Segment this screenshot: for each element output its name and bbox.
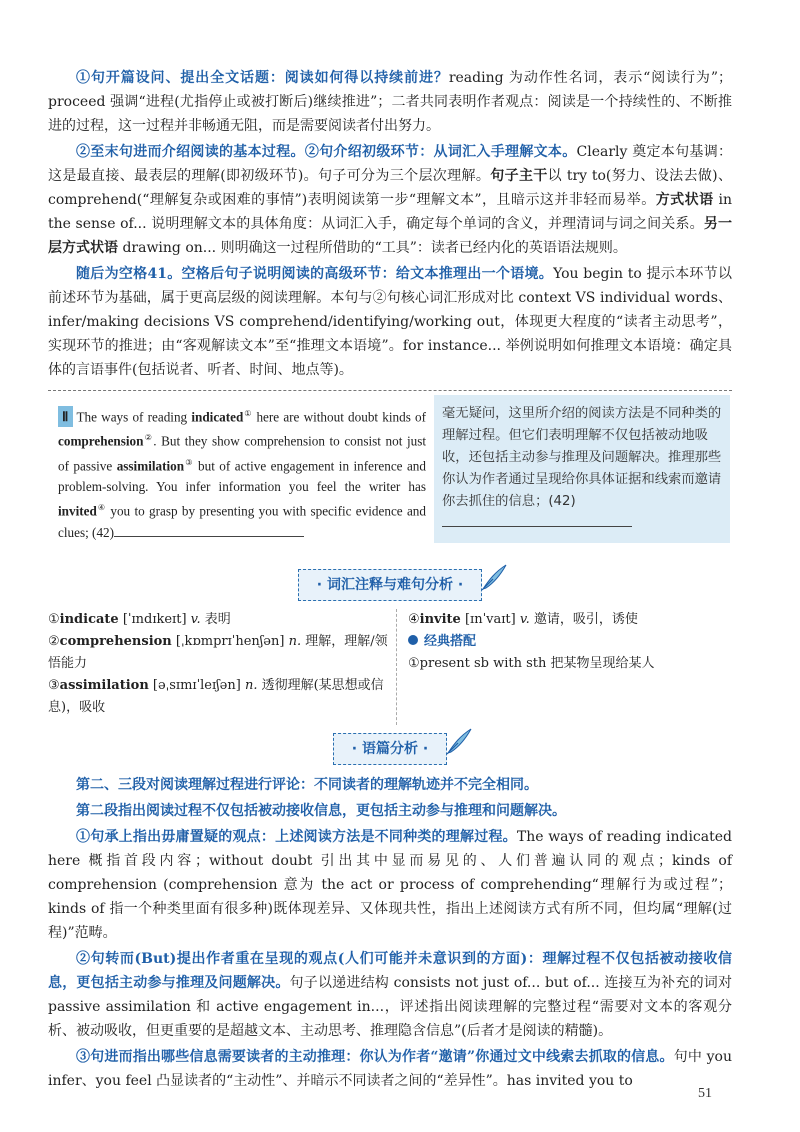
collocation-entry: ①present sb with sth 把某物呈现给某人 bbox=[408, 656, 655, 671]
entry-pos: n. bbox=[244, 678, 258, 693]
paragraph-marker: Ⅱ bbox=[58, 406, 73, 427]
analysis-sentence-2 bbox=[48, 947, 732, 1043]
quill-pen-icon bbox=[479, 562, 509, 592]
entry-definition: 透彻理解(某思想或信息)，吸收 bbox=[48, 678, 384, 715]
entry-pos: n. bbox=[288, 634, 302, 649]
entry-number: ① bbox=[48, 612, 60, 627]
entry-number: ③ bbox=[48, 678, 60, 693]
collocation-title: 经典搭配 bbox=[424, 634, 477, 649]
entry-number: ② bbox=[48, 634, 60, 649]
answer-blank[interactable] bbox=[114, 524, 304, 537]
entry-word: invite bbox=[419, 612, 461, 627]
bold-term: 另一层方式状语 bbox=[48, 216, 732, 256]
passage-text: you to grasp by presenting you with specific evidence and clues; (42) bbox=[58, 503, 426, 540]
vocab-entry bbox=[48, 609, 398, 631]
vocab-word: comprehension bbox=[58, 433, 144, 449]
highlight-text: ③句进而指出哪些信息需要读者的主动推理：你认为作者“邀请”你通过文中线索去抓取的信息。 bbox=[76, 1049, 674, 1065]
passage-text: here are without doubt kinds of bbox=[252, 409, 426, 425]
highlight-text: ②句转而(But)提出作者重在呈现的观点(人们可能并未意识到的方面)：理解过程不仅包括被动接收信息，更包括主动参与推理及问题解决。 bbox=[48, 951, 732, 991]
entry-word: comprehension bbox=[59, 634, 172, 649]
section-title bbox=[333, 733, 447, 765]
vocab-word: invited bbox=[58, 503, 97, 519]
entry-word: assimilation bbox=[59, 678, 149, 693]
column-divider bbox=[396, 609, 397, 725]
footnote-mark: ③ bbox=[184, 457, 194, 467]
vocab-entry bbox=[48, 675, 398, 719]
bold-term: 句子主干 bbox=[490, 168, 548, 184]
bold-term: 方式状语 bbox=[655, 192, 714, 208]
entry-word: indicate bbox=[59, 612, 119, 627]
vocab-notes bbox=[48, 609, 732, 729]
passage-text: but of active engagement in inference and problem-solving. You infer information you feel the writer has bbox=[58, 458, 426, 495]
bullet-dot-icon bbox=[408, 635, 418, 645]
body-text: reading 为动作性名词，表示“阅读行为”；proceed 强调“进程(尤指停止或被打断后)继续推进”；二者共同表明作者观点：阅读是一个持续性的、不断推进的过程，这一过程并非畅通无阻，而是需要阅读者付出努力。 bbox=[48, 70, 733, 134]
passage-block bbox=[48, 390, 732, 551]
passage-text: The ways of reading bbox=[76, 409, 192, 425]
body-text: You begin to 提示本环节以前述环节为基础，属于更高层级的阅读理解。本句与②句核心词汇形成对比 context VS individual words、infer/making decisions VS comprehend/identifying/working out，体现更大程度的“读者主动思考”，实现环节的推进；由“客观解读文本”至“推理文本语境”。for instance... 举例说明如何推理文本语境：确定具体的言语事件(包括说者、听者、时间、地点等)。 bbox=[48, 266, 732, 378]
entry-pos: v. bbox=[190, 612, 201, 627]
highlight-text: ②至末句进而介绍阅读的基本过程。②句介绍初级环节：从词汇入手理解文本。 bbox=[76, 144, 577, 160]
analysis-heading-1: 第二、三段对阅读理解过程进行评论：不同读者的理解轨迹并不完全相同。 bbox=[76, 777, 538, 793]
body-text: 句中 you infer、you feel 凸显读者的“主动性”、并暗示不同读者之间的“差异性”。has invited you to bbox=[48, 1049, 732, 1089]
vocab-left-column bbox=[48, 609, 398, 719]
vocab-section-header bbox=[48, 569, 732, 601]
entry-phonetic: [ˌkɒmprɪˈhenʃən] bbox=[171, 634, 289, 649]
highlight-text: ①句开篇设问、提出全文话题：阅读如何得以持续前进？ bbox=[76, 70, 449, 86]
section-title bbox=[298, 569, 482, 601]
translation-text: 毫无疑问，这里所介绍的阅读方法是不同种类的理解过程。但它们表明理解不仅包括被动地吸收，还包括主动参与推理及问题解决。推理那些你认为作者通过呈现给你具体证据和线索而邀请你去抓住的信息；(42) bbox=[442, 406, 722, 509]
answer-blank-cn[interactable] bbox=[442, 514, 632, 527]
page-number: 51 bbox=[698, 1086, 712, 1101]
analysis-paragraph-1 bbox=[48, 66, 732, 138]
entry-definition: 表明 bbox=[200, 612, 231, 627]
section-title-text: · 词汇注释与难句分析 · bbox=[316, 577, 464, 593]
collocation-heading bbox=[408, 631, 732, 653]
analysis-sentence-1 bbox=[48, 825, 732, 945]
page-content bbox=[48, 66, 732, 1095]
entry-phonetic: [ɪnˈvaɪt] bbox=[460, 612, 520, 627]
body-text: in the sense of... 说明理解文本的具体角度：从词汇入手，确定每个单词的含义，并理清词与词之间关系。 bbox=[48, 192, 732, 232]
body-text: The ways of reading indicated here 概指首段内容；without doubt 引出其中显而易见的、人们普遍认同的观点；kinds of comprehension (comprehension 意为 the act or process of comprehending“理解行为或过程”；kinds of 指一个种类里面有很多种)既体现差异、又体现共性，指出上述阅读方式有所不同，但均属“理解(过程)”范畴。 bbox=[48, 829, 732, 941]
footnote-mark: ② bbox=[143, 433, 154, 443]
analysis-sentence-3 bbox=[48, 1045, 732, 1093]
analysis-paragraph-3 bbox=[48, 262, 732, 382]
highlight-text: ①句承上指出毋庸置疑的观点：上述阅读方法是不同种类的理解过程。 bbox=[76, 829, 517, 845]
footnote-mark: ① bbox=[243, 409, 253, 418]
passage-text: . But they show comprehension to consist not just of passive bbox=[58, 433, 427, 474]
body-text: drawing on... 则明确这一过程所借助的“工具”：读者已经内化的英语语法规则。 bbox=[118, 240, 627, 256]
entry-definition: 邀请，吸引，诱使 bbox=[529, 612, 638, 627]
highlight-text: 随后为空格41。空格后句子说明阅读的高级环节：给文本推理出一个语境。 bbox=[76, 266, 554, 282]
passage-english bbox=[58, 403, 426, 543]
analysis-paragraph-2 bbox=[48, 140, 732, 260]
footnote-mark: ④ bbox=[96, 503, 107, 513]
entry-definition: 理解，理解/领悟能力 bbox=[48, 634, 388, 671]
quill-pen-icon bbox=[444, 726, 474, 756]
vocab-word: indicated bbox=[191, 409, 244, 425]
analysis-heading-2: 第二段指出阅读过程不仅包括被动接收信息，更包括主动参与推理和问题解决。 bbox=[76, 803, 566, 819]
vocab-entry bbox=[408, 609, 732, 631]
section-title-text: · 语篇分析 · bbox=[351, 741, 429, 757]
vocab-right-column bbox=[408, 609, 732, 675]
body-text: Clearly 奠定本句基调：这是最直接、最表层的理解(即初级环节)。句子可分为三个层次理解。 bbox=[48, 144, 733, 184]
entry-pos: v. bbox=[519, 612, 530, 627]
entry-number: ④ bbox=[408, 612, 420, 627]
body-text: 句子以递进结构 consists not just of... but of... 连接互为补充的词对 passive assimilation 和 active engagement in...，评述指出阅读理解的完整过程“需要对文本的客观分析、被动吸收，但更重要的是超越文本、主动思考、推理隐含信息”(后者才是阅读的精髓)。 bbox=[48, 975, 732, 1039]
vocab-word: assimilation bbox=[116, 458, 185, 474]
body-text: 以 try to(努力、设法去做)、comprehend(“理解复杂或困难的事情”)表明阅读第一步“理解文本”，且暗示这并非轻而易举。 bbox=[48, 168, 733, 208]
entry-phonetic: [ˈɪndɪkeɪt] bbox=[118, 612, 191, 627]
analysis-section-header bbox=[48, 733, 732, 765]
entry-phonetic: [əˌsɪmɪˈleɪʃən] bbox=[148, 678, 245, 693]
passage-translation bbox=[434, 395, 730, 543]
vocab-entry bbox=[48, 631, 398, 675]
